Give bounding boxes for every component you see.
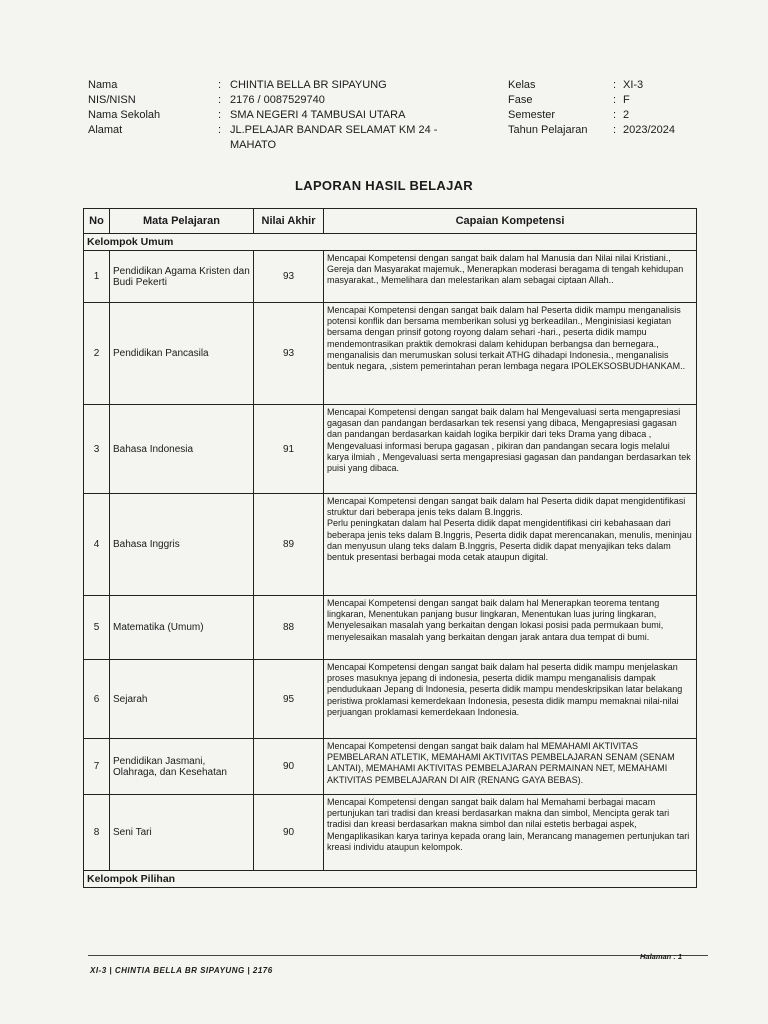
- kelas-label: Kelas: [508, 79, 536, 91]
- tahun-value: 2023/2024: [623, 124, 675, 136]
- table-row: [84, 795, 697, 871]
- group-row-umum: [84, 234, 697, 251]
- row-capaian: Mencapai Kompetensi dengan sangat baik dalam hal Mengevaluasi serta mengapresiasi gagasan dan pandangan berdasarkan tek resensi yang dibaca, Mengapresiasi gagasan dan pandangan berdasarkan kaidah logika berpikir dari teks Drama yang dibaca , Mengevaluasi informasi berupa gagasan , pikiran dan pandangan secara logis melalui karya ilmiah , Mengevaluasi serta mengapresiasi gagasan dan pandangan berdasarkan tek puisi yang dibaca.: [324, 405, 697, 494]
- group-label-umum: Kelompok Umum: [84, 234, 697, 251]
- fase-label: Fase: [508, 94, 533, 106]
- tahun-label: Tahun Pelajaran: [508, 124, 588, 136]
- nama-label: Nama: [88, 79, 118, 91]
- row-nilai: 90: [254, 739, 324, 795]
- colon: :: [218, 109, 222, 121]
- group-label-pilihan: Kelompok Pilihan: [84, 871, 697, 888]
- table-row: [84, 303, 697, 405]
- table-row: [84, 494, 697, 596]
- footer-divider: [88, 955, 708, 956]
- table-header-row: [84, 209, 697, 234]
- row-no: 1: [84, 251, 110, 303]
- header-capaian: Capaian Kompetensi: [324, 209, 697, 234]
- grades-table: [83, 208, 697, 888]
- row-mapel: Bahasa Inggris: [110, 494, 254, 596]
- row-no: 5: [84, 596, 110, 660]
- colon: :: [613, 94, 617, 106]
- row-mapel: Pendidikan Pancasila: [110, 303, 254, 405]
- row-mapel: Sejarah: [110, 660, 254, 739]
- footer-student-ref: XI-3 | CHINTIA BELLA BR SIPAYUNG | 2176: [90, 966, 273, 975]
- row-nilai: 88: [254, 596, 324, 660]
- row-mapel: Matematika (Umum): [110, 596, 254, 660]
- row-mapel: Pendidikan Jasmani, Olahraga, dan Kesehatan: [110, 739, 254, 795]
- row-nilai: 93: [254, 303, 324, 405]
- colon: :: [613, 79, 617, 91]
- row-no: 2: [84, 303, 110, 405]
- nis-value: 2176 / 0087529740: [230, 94, 325, 106]
- alamat-label: Alamat: [88, 124, 123, 136]
- row-capaian: Mencapai Kompetensi dengan sangat baik dalam hal Peserta didik mampu menganalisis potensi konflik dan bersama memberikan solusi yg berkeadilan., Menginisiasi kegiatan bersama dengan prinsif gotong royong dalam sehari -hari., peserta didik mampu mendemontrasikan praktik demokrasi dalam kehidupan berbangsa dan bernegara., menganalisis dan merumuskan solusi terkait ATHG dihadapi Indonesia., menganalisis bentuk negara, ,sistem pemerintahan peran lembaga negara IPOLEKSOSBUDHANKAM..: [324, 303, 697, 405]
- table-row: [84, 739, 697, 795]
- report-title: LAPORAN HASIL BELAJAR: [295, 178, 473, 193]
- table-row: [84, 405, 697, 494]
- colon: :: [218, 79, 222, 91]
- row-no: 4: [84, 494, 110, 596]
- student-info: [88, 78, 708, 153]
- colon: :: [613, 124, 617, 136]
- semester-label: Semester: [508, 109, 556, 121]
- kelas-value: XI-3: [623, 79, 644, 91]
- table-row: [84, 660, 697, 739]
- header-mapel: Mata Pelajaran: [110, 209, 254, 234]
- colon: :: [218, 124, 222, 136]
- row-nilai: 91: [254, 405, 324, 494]
- sekolah-label: Nama Sekolah: [88, 109, 161, 121]
- row-mapel: Seni Tari: [110, 795, 254, 871]
- row-no: 8: [84, 795, 110, 871]
- row-mapel: Pendidikan Agama Kristen dan Budi Pekerti: [110, 251, 254, 303]
- row-capaian: Mencapai Kompetensi dengan sangat baik dalam hal MEMAHAMI AKTIVITAS PEMBELARAN ATLETIK, MEMAHAMI AKTIVITAS PEMBELAJARAN SENAM (SENAM LANTAI), MEMAHAMI AKTIVITAS PEMBELAJARAN PERMAINAN NET, MEMAHAMI AKTIVITAS PEMBELAJARAN DI AIR (RENANG GAYA BEBAS).: [324, 739, 697, 795]
- row-no: 6: [84, 660, 110, 739]
- semester-value: 2: [623, 109, 630, 121]
- row-capaian: Mencapai Kompetensi dengan sangat baik dalam hal Manusia dan Nilai nilai Kristiani., Gereja dan Masyarakat majemuk., Menerapkan moderasi beragama di tengah kehidupan masyarakat., Memelihara dan melestarikan alam sebagai ciptaan Allah..: [324, 251, 697, 303]
- row-nilai: 95: [254, 660, 324, 739]
- row-nilai: 90: [254, 795, 324, 871]
- sekolah-value: SMA NEGERI 4 TAMBUSAI UTARA: [230, 109, 406, 121]
- table-row: [84, 251, 697, 303]
- colon: :: [218, 94, 222, 106]
- row-nilai: 89: [254, 494, 324, 596]
- row-mapel: Bahasa Indonesia: [110, 405, 254, 494]
- row-no: 7: [84, 739, 110, 795]
- fase-value: F: [623, 94, 630, 106]
- nama-value: CHINTIA BELLA BR SIPAYUNG: [230, 79, 387, 91]
- alamat-value: JL.PELAJAR BANDAR SELAMAT KM 24 - MAHATO: [230, 124, 438, 151]
- header-nilai: Nilai Akhir: [254, 209, 324, 234]
- colon: :: [613, 109, 617, 121]
- header-no: No: [84, 209, 110, 234]
- row-capaian: Mencapai Kompetensi dengan sangat baik dalam hal Menerapkan teorema tentang lingkaran, Menentukan panjang busur lingkaran, Menentukan luas juring lingkaran, Menyelesaikan masalah yang berkaitan dengan lokasi posisi pada permukaan bumi, menyelesaikan masalah yang berkaitan dengan jarak antara dua tempat di bumi.: [324, 596, 697, 660]
- row-nilai: 93: [254, 251, 324, 303]
- row-capaian: Mencapai Kompetensi dengan sangat baik dalam hal peserta didik mampu menjelaskan proses masuknya jepang di indonesia, peserta didik mampu menganalisis dampak pendudukaan Jepang di Indonesia, peserta didik mampu mendeskripsikan latar belakang peristiwa proklamasi kemerdekaan Indonesia, pesesta didik mampu memaknai nilai-nilai perjuangan proklamasi kemerdekaan Indonesia.: [324, 660, 697, 739]
- table-row: [84, 596, 697, 660]
- row-capaian: Mencapai Kompetensi dengan sangat baik dalam hal Peserta didik dapat mengidentifikasi struktur dari beberapa jenis teks dalam B.Inggris. Perlu peningkatan dalam hal Peserta didik dapat mengidentifikasi ciri kebahasaan dari beberapa jenis teks dalam B.Inggris, Peserta didik dapat merencanakan, menulis, meninjau dan menyusun ulang teks dalam B.Inggris, Peserta didik dapat menyajikan teks dalam bentuk presentasi berbagai moda cetak ataupun digital.: [324, 494, 697, 596]
- nis-label: NIS/NISN: [88, 94, 136, 106]
- row-no: 3: [84, 405, 110, 494]
- group-row-pilihan: [84, 871, 697, 888]
- footer-page-number: Halaman : 1: [640, 952, 683, 961]
- row-capaian: Mencapai Kompetensi dengan sangat baik dalam hal Memahami berbagai macam pertunjukan tari tradisi dan kreasi berdasarkan makna dan simbol, Mencipta gerak tari tradisi dan kreasi berdasarkan makna simbol dan nilai estetis berbagai aspek, Mengaplikasikan karya tarinya kepada orang lain, Merancang managemen pertunjukan tari kreasi individu ataupun kelompok.: [324, 795, 697, 871]
